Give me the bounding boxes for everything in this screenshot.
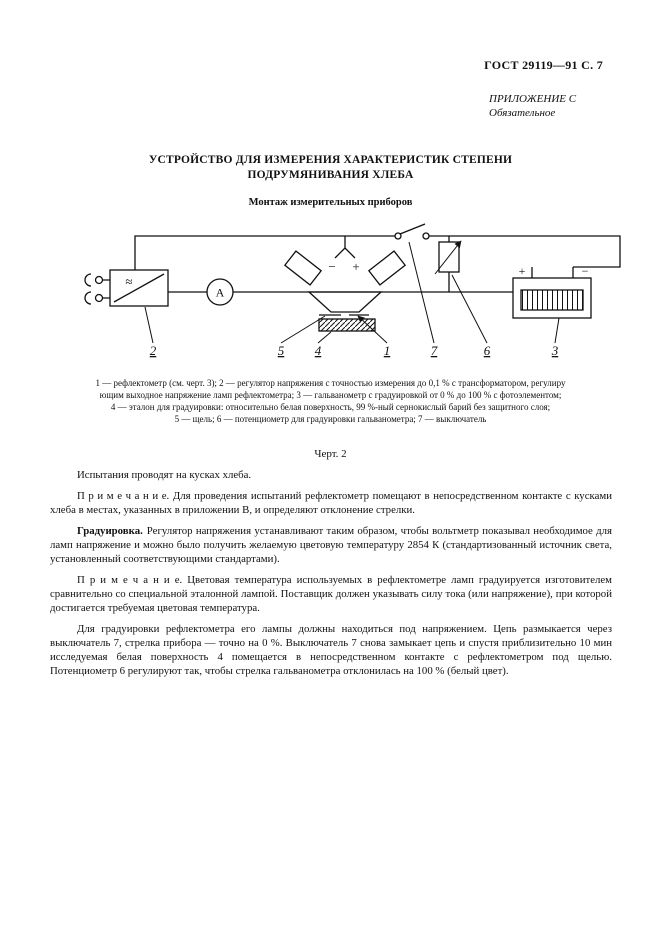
calibration-text: Регулятор напряжения устанавливают таким образом, чтобы вольтметр показывал необходимое для ламп напряжение и можно было получить желаемую цветовую температуру 2854 К (стандартизованный источник света, установленный соответствующими стандартами). <box>50 525 612 565</box>
ammeter-symbol <box>207 279 233 305</box>
figure-key-line-3: 4 — эталон для градуировки: относительно белая поверхность, 99 %-ный сернокислый барий без защитного слоя; <box>110 402 551 412</box>
diagram-ref-6: 6 <box>483 343 491 358</box>
voltage-regulator-symbol <box>110 270 168 306</box>
reflectometer-cone <box>309 292 381 312</box>
sample-hatched <box>319 319 375 331</box>
figure-label: Черт. 2 <box>314 448 347 460</box>
title-line-2: ПОДРУМЯНИВАНИЯ ХЛЕБА <box>247 169 414 181</box>
paragraph-note-1: П р и м е ч а н и е. Для проведения испытаний рефлектометр помещают в непосредственном контакте с кусками хлеба в местах, указанных в приложении В, и определяют отклонение стрелки. <box>50 490 612 516</box>
ammeter-letter: A <box>215 285 225 300</box>
gost-header: ГОСТ 29119—91 С. 7 <box>484 58 603 72</box>
diagram-ref-3: 3 <box>551 343 559 358</box>
lamp-minus-label: − <box>328 259 336 274</box>
diagram-ref-4: 4 <box>314 343 322 358</box>
galvanometer-plus-label: + <box>518 264 526 278</box>
appendix-title: ПРИЛОЖЕНИЕ С <box>489 93 577 105</box>
document-title <box>0 153 661 183</box>
switch-symbol <box>395 224 429 239</box>
paragraph-calibration <box>50 524 612 566</box>
potentiometer-symbol <box>435 241 461 274</box>
circuit-diagram <box>35 222 625 372</box>
ac-plug-icon <box>85 274 103 304</box>
appendix-block <box>489 92 576 120</box>
ac-symbol: ≈ <box>125 274 133 289</box>
diagram-ref-1: 1 <box>383 343 391 358</box>
figure-key-line-1: 1 — рефлектометр (см. черт. 3); 2 — регулятор напряжения с точностью измерения до 0,1 % с трансформатором, регулиру <box>95 378 566 388</box>
galvanometer-minus-label: − <box>581 264 589 278</box>
figure-key <box>45 377 616 425</box>
calibration-lead: Градуировка. <box>77 525 143 537</box>
diagram-subtitle: Монтаж измерительных приборов <box>248 197 413 208</box>
appendix-type: Обязательное <box>489 107 556 119</box>
circuit-wires <box>103 236 620 298</box>
figure-key-line-2: ющим выходное напряжение ламп рефлектометра; 3 — гальванометр с градуировкой от 0 % до 100 % с фотоэлементом; <box>99 390 562 400</box>
diagram-ref-7: 7 <box>430 343 438 358</box>
paragraph-note-2: П р и м е ч а н и е. Цветовая температура используемых в рефлектометре ламп градуируется изготовителем сравнительно со специальной эталонной лампой. Поставщик должен указывать силу тока (или напряжение), при которой достигается требуемая цветовая температура. <box>50 574 612 614</box>
lamp-plus-label: + <box>352 259 360 274</box>
title-line-1: УСТРОЙСТВО ДЛЯ ИЗМЕРЕНИЯ ХАРАКТЕРИСТИК СТЕПЕНИ <box>148 154 513 166</box>
paragraph-procedure: Для градуировки рефлектометра его лампы должны находиться под напряжением. Цепь размыкается через выключатель 7, стрелка прибора — точно на 0 %. Выключатель 7 снова замыкает цепь и спустя приблизительно 10 мин исследуемая белая поверхность 4 помещается в непосредственном контакте с рефлектометром под щелью. Потенциометр 6 регулируют так, чтобы стрелка гальванометра отклонилась на 100 % (белый цвет). <box>50 623 612 677</box>
figure-key-line-4: 5 — щель; 6 — потенциометр для градуировки гальванометра; 7 — выключатель <box>174 414 487 424</box>
reflectometer-assembly <box>285 251 405 331</box>
paragraph-tests: Испытания проводят на кусках хлеба. <box>77 469 252 481</box>
galvanometer-symbol <box>513 264 591 318</box>
diagram-ref-2: 2 <box>149 343 157 358</box>
body-text <box>50 468 612 685</box>
lamp-right-icon <box>369 251 405 285</box>
diagram-ref-5: 5 <box>277 343 285 358</box>
lamp-left-icon <box>285 251 321 285</box>
